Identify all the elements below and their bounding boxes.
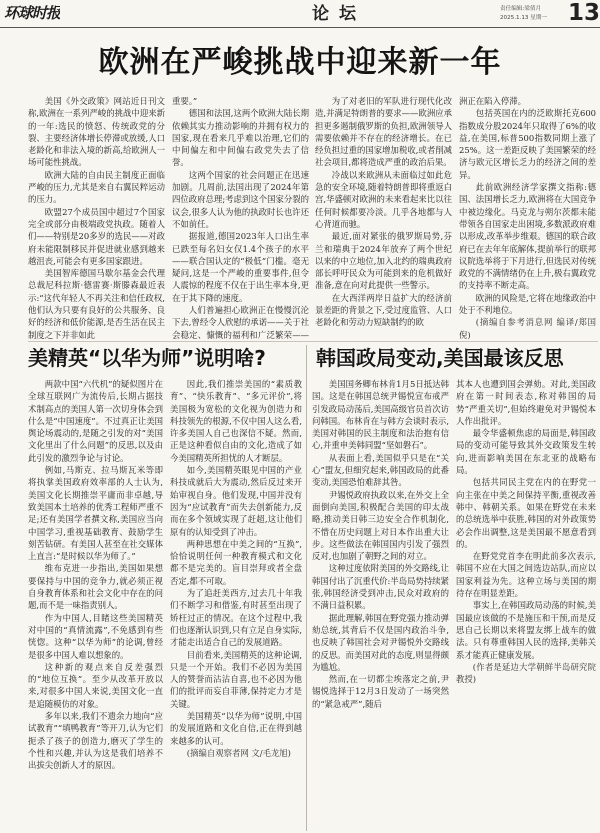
article-byline: (作者是延边大学朝鲜半岛研究院教授) xyxy=(456,661,596,685)
paragraph: 欧洲的风险是,它将在地缘政治中处于不利地位。 xyxy=(459,292,596,316)
paragraph: 在野党党首李在明此前多次表示,韩国不应在大国之间选边站队,而应以国家利益为先。这种立场与美国的期待存在明显差距。 xyxy=(456,551,596,599)
paragraph: 包括英国在内的泛欧斯托克600指数成分股2024年只取得了6%的收益,在美国,标普500指数同期上涨了25%。这一差距反映了美国繁荣的经济与欧元区增长乏力的经济之间的差异。 xyxy=(459,108,596,180)
article-column xyxy=(315,95,452,341)
paragraph: 目前看来,美国精英的这种论调,只是一个开始。我们不必因为美国人的赞誉而沾沾自喜,也不必因为他们的批评而妄自菲薄,保持定力才是关键。 xyxy=(170,649,302,709)
main-headline: 欧洲在严峻挑战中迎来新一年 xyxy=(98,45,502,80)
paragraph: 事实上,在韩国政局动荡的时候,美国最应该做的不是施压和干预,而是反思自己长期以来将盟友绑上战车的做法。只有尊重韩国人民的选择,美韩关系才能真正健康发展。 xyxy=(456,600,596,660)
page-number: 13 xyxy=(568,0,600,26)
paragraph: 例如,马斯克、拉马斯瓦米等即将执掌美国政府效率部的人士认为,美国文化长期推崇平庸而非卓越,导致美国本土培养的优秀工程师严重不足;还有美国学者撰文称,美国应当向中国学习,重视基础教育、鼓励学生刻苦钻研。有美国人甚至在社交媒体上直言:“是时候以华为师了。” xyxy=(28,465,163,562)
paragraph: 据此理解,韩国在野党强力推动弹劾总统,其背后不仅是国内政治斗争,也反映了韩国社会对尹锡悦外交路线的反思。而美国对此的态度,则显得颇为尴尬。 xyxy=(312,612,449,672)
paragraph: 欧盟27个成员国中超过7个国家完全或部分由极端政党执政。随着人们——特别是20多岁的选民——对政府未能限制移民并促进就业感到越来越沮丧,可能会有更多国家跟进。 xyxy=(28,206,165,266)
paragraph: 尹锡悦政府执政以来,在外交上全面倒向美国,积极配合美国的印太战略,推动美日韩三边安全合作机制化,不惜在历史问题上对日本作出重大让步。这些做法在韩国国内引发了强烈反对,也加剧了朝野之间的对立。 xyxy=(312,489,449,562)
paragraph: 重要。” xyxy=(172,96,198,106)
article-column xyxy=(28,95,165,341)
paragraph: 为了对老旧的军队进行现代化改造,并满足特朗普的要求——欧洲应承担更多遏制俄罗斯的负担,欧洲领导人需要依赖并不存在的经济增长。在已经负担过重的国家增加税收,或者削减社会项目,都将造成严重的政治后果。 xyxy=(315,96,452,168)
column-divider xyxy=(306,345,307,831)
paragraph: 德国和法国,这两个欧洲大陆长期依赖其实力推动影响的并拥有权力的国家,现在看来几乎难以治理,它们的中间偏左和中间偏右政党失去了信誉。 xyxy=(172,108,309,168)
paragraph: 美国精英“以华为师”说明,中国的发展道路和文化自信,正在得到越来越多的认可。 xyxy=(170,711,302,746)
article-column xyxy=(459,95,596,341)
article-column xyxy=(28,378,163,830)
paragraph: 维布克进一步指出,美国如果想要保持与中国的竞争力,就必须正视自身教育体系和社会文化中存在的问题,而不是一味指责别人。 xyxy=(28,563,163,611)
paragraph: 为了追赶美西方,过去几十年我们不断学习和借鉴,有时甚至出现了矫枉过正的情况。在这个过程中,我们也逐渐认识到,只有立足自身实际,才能走出适合自己的发展道路。 xyxy=(170,588,302,648)
paragraph: 作为中国人,目睹这些美国精英对中国的“真情流露”,不免感到有些恍惚。这种“以华为师”的论调,曾经是很多中国人难以想象的。 xyxy=(28,612,163,660)
paragraph: 美国《外交政策》网站近日刊文称,欧洲在一系列严峻的挑战中迎来新的一年:选民的愤怒、传统政党的分裂、主要经济体增长停滞或放缓,人口老龄化和非法入境的新高,给欧洲人一场可能性挑战。 xyxy=(28,96,165,168)
article-column xyxy=(312,378,449,830)
paragraph: 从表面上看,美国似乎只是在“关心”盟友,但细究起来,韩国政局的此番变动,美国恐怕难辞其咎。 xyxy=(312,452,449,488)
header-divider xyxy=(0,27,600,28)
paragraph: 这种新的观点来自反差强烈的“地位互换”。至少从改革开放以来,对很多中国人来说,美国文化一直是追随模仿的对象。 xyxy=(28,661,163,709)
paragraph: 两种思想在中美之间的“互换”,恰恰说明任何一种教育模式和文化都不是完美的。盲目崇拜或者全盘否定,都不可取。 xyxy=(170,538,302,586)
article-column xyxy=(456,378,596,830)
paragraph: 如今,美国精英眼见中国的产业科技成就后大为震动,然后反过来开始审视自身。他们发现,中国并没有因为“应试教育”而失去创新能力,反而在多个领域实现了赶超,这让他们原有的认知受到了冲击。 xyxy=(170,465,302,537)
article-column xyxy=(170,378,302,830)
paragraph: 其本人也遭到国会弹劾。对此,美国政府在第一时间表态,称对韩国的局势“严重关切”,但始终避免对尹锡悦本人作出批评。 xyxy=(456,379,596,426)
paragraph: 包括共同民主党在内的在野党一向主张在中美之间保持平衡,重视改善韩中、韩朝关系。如果在野党在未来的总统选举中获胜,韩国的对外政策势必会作出调整,这是美国最不愿意看到的。 xyxy=(456,477,596,549)
article-byline: (摘编自观察者网 文/毛龙旭) xyxy=(186,747,291,758)
paragraph: 这两个国家的社会问题正在迅速加剧。几周前,法国出现了2024年第四位政府总理;考虑到这个国家分裂的议会,很多人认为他的执政时长也许还不如前任。 xyxy=(172,169,309,229)
article-byline: (摘编自参考消息网 编译/郑国倪) xyxy=(459,317,596,340)
paragraph: 两款中国“六代机”的疑似图片在全球互联网广为流传后,长期占据技术制高点的美国人第一次切身体会到什么是“中国速度”。不过真正让美国舆论场震动的,是随之引发的对“美国文化里出了什么问题”的反思,以及由此引发的激烈争论与讨论。 xyxy=(28,379,163,463)
paragraph: 据报道,德国2023年人口出生率已跌至每名妇女仅1.4个孩子的水平——联合国认定的“极低”门槛。毫无疑问,这是一个严峻的重要事件,但令人震惊的程度不仅在于出生率本身,更在于其下降的速度。 xyxy=(172,231,309,303)
paragraph: 最近,面对紧张的俄罗斯局势,芬兰和瑞典于2024年放弃了两个世纪以来的中立地位,加入北约的瑞典政府部长呼吁民众为可能到来的危机做好准备,意在向对此提供一些警示。 xyxy=(315,231,452,291)
paragraph: 美国国务卿布林肯1月5日抵达韩国。这是在韩国总统尹锡悦宣布戒严引发政局动荡后,美国高级官员首次访问韩国。布林肯在与韩方会谈时表示,美国对韩国的民主制度和法治抱有信心,并重申美韩同盟“坚如磐石”。 xyxy=(312,379,449,451)
paragraph: 因此,我们推崇美国的“素质教育”、“快乐教育”、“多元评价”,将美国极为宽松的文化视为创造力和科技领先的根源,不仅中国人这么看,许多美国人自己也深信不疑。然而,正是这种看似自由的文化,造成了如今美国精英所担忧的人才断层。 xyxy=(170,379,302,463)
editor-credit: 责任编辑:梁倩月 xyxy=(500,6,542,12)
paragraph: 最令华盛顿焦虑的局面是,韩国政局的变动可能导致其外交政策发生转向,进而影响美国在东北亚的战略布局。 xyxy=(456,428,596,476)
paragraph: 洲正在陷入停滞。 xyxy=(459,96,526,106)
paragraph: 多年以来,我们不遗余力地向“应试教育”“填鸭教育”等开刀,认为它们扼杀了孩子的创造力,磨灭了学生的个性和兴趣,并认为这是我们培养不出拔尖创新人才的原因。 xyxy=(28,711,163,771)
paragraph: 人们普遍担心欧洲正在慢慢沉沦下去,曾经令人欣慰的承诺——关于社会稳定、慷慨的福利和广泛繁荣—— xyxy=(172,305,309,340)
paragraph: 欧洲大陆的自由民主制度正面临严峻的压力,尤其是来自右翼民粹运动的压力。 xyxy=(28,169,165,205)
paragraph: 在大西洋两岸日益扩大的经济前景差距的背景之下,受过度监管、人口老龄化和劳动力短缺制约的欧 xyxy=(315,292,452,328)
issue-date: 2025.1.13 星期一 xyxy=(500,15,548,21)
paragraph: 然而,在一切都尘埃落定之前,尹锡悦选择于12月3日发动了一场突然的“紧急戒严”,随后 xyxy=(312,674,449,709)
paragraph: 冷战以来欧洲从未面临过如此危急的安全环境,随着特朗普即将重返白宫,华盛顿对欧洲的未来看起来比以往任何时候都要冷淡。几乎各地都与人心背道而驰。 xyxy=(315,169,452,229)
article-column xyxy=(172,95,309,341)
masthead-logo: 环球时报 xyxy=(4,4,60,22)
right-article-headline: 韩国政局变动,美国最该反思 xyxy=(316,346,564,370)
section-title: 论 坛 xyxy=(312,4,358,24)
paragraph: 美国智库德国马歇尔基金会代理总裁尼科拉斯·德雷赛·斯滕森最近表示:“这代年轻人不再关注和信任政权,他们认为只要有良好的公共服务、良好的经济和低价能源,是否生活在民主制度之下并非如此 xyxy=(28,268,165,340)
left-article-headline: 美精英“以华为师”说明啥? xyxy=(28,346,266,370)
paragraph: 此前欧洲经济学家撰文指称:德国、法国增长乏力,欧洲将在大国竞争中被边缘化。马克龙与朔尔茨都未能带领各自国家走出困境,多数派政府难以形成,改革举步维艰。德国的联合政府已在去年年底解体,提前举行的联邦议院选举将于下月进行,但选民对传统政党的不满情绪仍在上升,极右翼政党的支持率不断走高。 xyxy=(459,182,596,291)
article-divider xyxy=(28,341,598,342)
paragraph: 这种过度依附美国的外交路线,让韩国付出了沉重代价:半岛局势持续紧张,韩国经济受到冲击,民众对政府的不满日益积累。 xyxy=(312,563,449,611)
